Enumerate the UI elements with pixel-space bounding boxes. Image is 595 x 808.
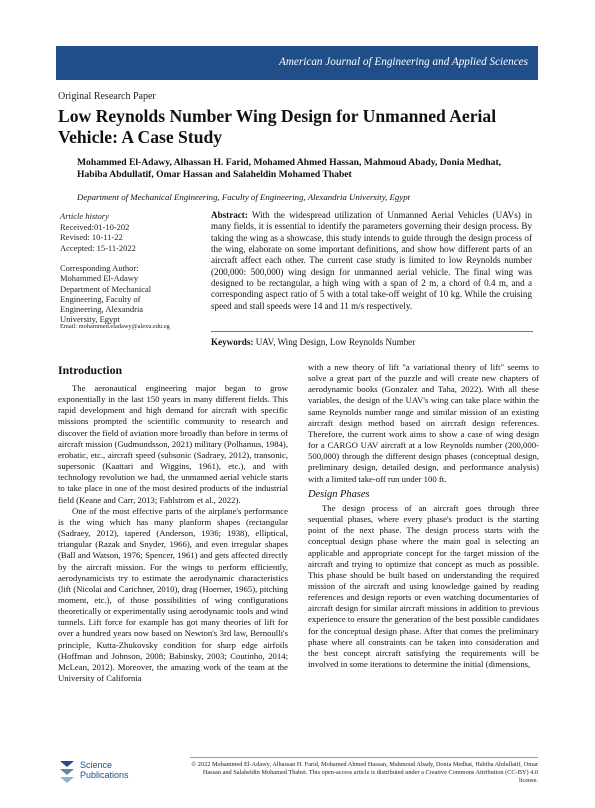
corresponding-univ: Engineering, Alexandria — [60, 304, 144, 315]
corresponding-name: Mohammed El-Adawy — [60, 273, 139, 284]
intro-paragraph-3: with a new theory of lift "a variational theory of lift" seems to solve a great part of the puzzle and will create new chapters of aerodynamic books (Gonzalez and Taha, 2022). With all these variables, the design of the UAV's wing can take place within the same Reynolds number range and similar mission of an existing aircraft design method based on aircraft design references. Therefore, the current work aims to show a case of wing design for a CARGO UAV aircraft at a low Reynolds number (200,000-500,000) through the different design phases (conceptual design, preliminary design, detailed design, and performance analysis) with a limited take-off run under 100 ft. — [308, 362, 539, 484]
corresponding-label: Corresponding Author: — [60, 263, 139, 273]
article-history-title: Article history — [60, 211, 109, 221]
logo-text-publications: Publications — [80, 770, 129, 780]
logo-text-science: Science — [80, 760, 113, 770]
corresponding-country: University, Egypt — [60, 314, 120, 325]
intro-paragraph-1: The aeronautical engineering major began to grow exponentially in the last 150 years in many different fields. This rapid development and high demand for aircraft with specific missions prompted the scientific community to research and discover the field of aviation more broadly than before in terms of aircraft mission (Gudmundsson, 2021) military (Polhamus, 1984), erobatic, etc., aircraft speed (subsonic (Sadraey, 2012), transonic, supersonic (Kaattari and Wiggins, 1961), etc.), and with technology revolution we had, the unmanned aerial vehicle starts to take place in one of the most desired products of the industrial field (Keane and Carr, 2013; Fahlstrom et al., 2022). — [58, 383, 288, 505]
abstract — [211, 210, 532, 312]
article-history — [60, 222, 136, 253]
keywords-text: UAV, Wing Design, Low Reynolds Number — [255, 337, 416, 347]
journal-banner — [56, 46, 538, 80]
author-list: Mohammed El-Adawy, Alhassan H. Farid, Mohamed Ahmed Hassan, Mahmoud Abady, Donia Medhat, Habiba Abdullatif, Omar Hassan and Salaheldin Mohamed Thabet — [77, 157, 502, 181]
license-notice: © 2022 Mohammed El-Adawy, Alhassan H. Farid, Mohamed Ahmed Hassan, Mahmoud Abady, Donia Medhat, Habiba Abdullatif, Omar Hassan and Salaheldin Mohamed Thabet. This open-access article is distributed under a Creative Commons Attribution (CC-BY) 4.0 license. — [191, 761, 538, 784]
accepted-date: Accepted: 15-11-2022 — [60, 242, 136, 253]
corresponding-author — [60, 263, 188, 325]
corresponding-email[interactable]: Email: mohammed.eladawy@alexu.edu.eg — [60, 323, 170, 330]
keywords-label: Keywords: — [211, 337, 254, 347]
paper-type: Original Research Paper — [58, 91, 156, 102]
footer-divider — [190, 757, 538, 758]
corresponding-faculty: Engineering, Faculty of — [60, 293, 141, 304]
revised-date: Revised: 10-11-22 — [60, 232, 123, 243]
received-date: Received:01-10-202 — [60, 222, 130, 232]
abstract-label: Abstract: — [211, 210, 248, 220]
right-column — [308, 362, 539, 670]
design-phases-paragraph: The design process of an aircraft goes through three sequential phases, where every phase's product is the starting point of the next phase. The design process starts with the conceptual design phase where the main goal is selecting an applicable and appropriate concept for the target mission of the aircraft and trying to optimize that concept as much as possible. This phase should be built based on understanding the required mission of the aircraft and using knowledge gained by reading references and design reports or even watching documentaries of aircraft design for similar aircraft missions in addition to previous experience to ensure the generation of the best possible candidates for the conceptual design phase. After that comes the preliminary phase where all constraints can be taken into consideration and the best concept aircraft satisfying the requirements will be involved in some iterations to determine the initial (dimensions, — [308, 502, 539, 670]
introduction-heading: Introduction — [58, 363, 123, 377]
left-column — [58, 383, 288, 684]
affiliation: Department of Mechanical Engineering, Faculty of Engineering, Alexandria University, Egypt — [77, 192, 411, 202]
design-phases-heading: Design Phases — [308, 488, 370, 500]
intro-paragraph-2: One of the most effective parts of the airplane's performance is the wing which has many planform shapes (rectangular (Sadraey, 2012), tapered (Anderson, 1936; 1938), elliptical, triangular (Razak and Snyder, 1966), and even irregular shapes (Ball and Watson, 1976; Spencer, 1961) and gets affected directly by the aircraft mission. For the wings to perform efficiently, aerodynamicists try to estimate the aerodynamic characteristics (lift (Nicolai and Carichner, 2010), drag (Hoerner, 1965), pitching moment, etc.), of those possibilities of wing configurations theoretically or experimentally using aerodynamic tools and wind tunnels. Lift force for example has got many theories of lift for over a hundred years now based on Newton's 3rd law, Bernoulli's principle, Kutta-Zhukovsky condition for sharp edge airfoils (Hoffman and Johnson, 2008; Babinsky, 2003; Coutinho, 2014; McLean, 2012). Moreover, the amazing work of the team at the University of California — [58, 505, 288, 684]
abstract-text: With the widespread utilization of Unmanned Aerial Vehicles (UAVs) in many fields, it is essential to identify the parameters governing their design process. By taking the wing as a showcase, this study intends to guide through the design process of the wing, elaborate on some important definitions, and show how different parts of an aircraft affect each other. The current case study is limited to low Reynolds number (200,000: 500,000) wing design for unmanned aerial vehicle. The final wing was designed to be rectangular, a high wing with a span of 2 m, a chord of 0.4 m, and a corresponding aspect ratio of 5 with a total take-off weight of 10 kg. While the cruising speed and stall speeds were 14 and 11 m/s respectively. — [211, 210, 532, 311]
corresponding-dept: Department of Mechanical — [60, 283, 152, 294]
abstract-divider — [211, 331, 533, 332]
journal-name: American Journal of Engineering and Applied Sciences — [279, 56, 528, 68]
keywords — [211, 337, 533, 347]
paper-title: Low Reynolds Number Wing Design for Unmanned Aerial Vehicle: A Case Study — [58, 106, 497, 147]
